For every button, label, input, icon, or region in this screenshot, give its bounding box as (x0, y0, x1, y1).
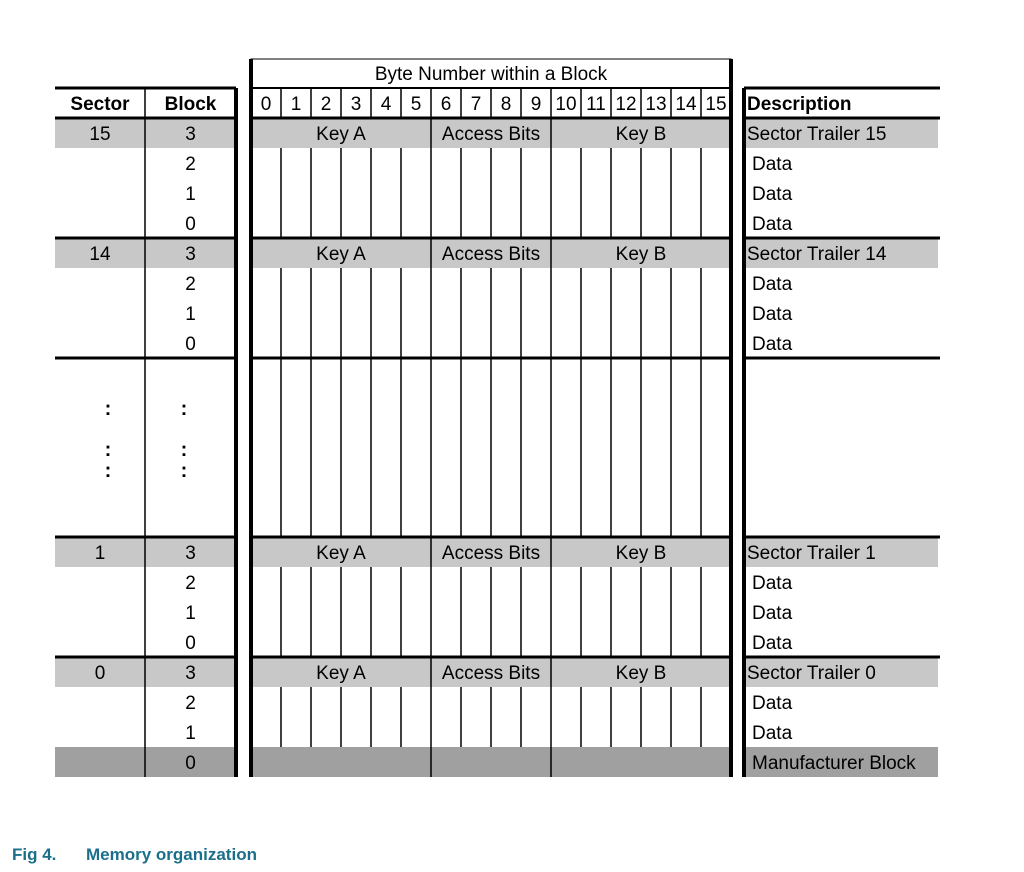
block-description: Manufacturer Block (752, 753, 916, 774)
sector-trailer-description: Sector Trailer 1 (747, 543, 876, 564)
byte-number-label: 0 (260, 94, 272, 115)
byte-number-label: 10 (555, 94, 577, 115)
sector-trailer-description: Sector Trailer 15 (747, 124, 887, 145)
block-column-header: Block (164, 94, 217, 115)
byte-number-label: 1 (290, 94, 302, 115)
sector-number: 14 (89, 244, 111, 265)
block-number: 0 (185, 214, 196, 235)
block-number: 1 (185, 184, 196, 205)
ellipsis-dots: : (180, 460, 188, 482)
block-number: 0 (185, 334, 196, 355)
sector-number: 0 (94, 663, 106, 684)
block-number: 2 (185, 573, 196, 594)
figure-title: Memory organization (86, 845, 257, 864)
ellipsis-dots: : (104, 398, 112, 420)
sector-trailer-description: Sector Trailer 14 (747, 244, 887, 265)
key-a-label: Key A (316, 543, 366, 564)
byte-number-label: 6 (440, 94, 452, 115)
byte-number-label: 3 (350, 94, 362, 115)
figure-caption (12, 845, 257, 865)
key-a-label: Key A (316, 124, 366, 145)
block-number: 2 (185, 154, 196, 175)
access-bits-label: Access Bits (441, 543, 541, 564)
block-description: Data (752, 154, 793, 175)
block-description: Data (752, 633, 793, 654)
sector-number: 1 (94, 543, 106, 564)
block-number: 3 (185, 124, 196, 145)
block-number: 0 (185, 753, 196, 774)
block-description: Data (752, 304, 793, 325)
block-description: Data (752, 573, 793, 594)
byte-number-label: 11 (586, 94, 606, 115)
access-bits-label: Access Bits (441, 244, 541, 265)
description-column-header: Description (747, 94, 852, 115)
byte-number-label: 13 (645, 94, 667, 115)
manufacturer-block-shade (251, 747, 731, 777)
byte-number-label: 12 (615, 94, 637, 115)
block-number: 3 (185, 543, 196, 564)
block-number: 3 (185, 244, 196, 265)
ellipsis-dots: : (104, 460, 112, 482)
block-description: Data (752, 334, 793, 355)
byte-number-label: 15 (705, 94, 727, 115)
ellipsis-dots: : (104, 439, 112, 461)
figure-number: Fig 4. (12, 845, 57, 864)
key-b-label: Key B (615, 663, 667, 684)
sector-column-header: Sector (70, 94, 130, 115)
block-number: 3 (185, 663, 196, 684)
block-number: 1 (185, 603, 196, 624)
key-b-label: Key B (615, 543, 667, 564)
block-description: Data (752, 214, 793, 235)
byte-number-title: Byte Number within a Block (374, 64, 608, 85)
byte-number-label: 5 (410, 94, 422, 115)
access-bits-label: Access Bits (441, 124, 541, 145)
block-description: Data (752, 693, 793, 714)
key-a-label: Key A (316, 663, 366, 684)
ellipsis-dots: : (180, 439, 188, 461)
byte-number-label: 4 (380, 94, 392, 115)
sector-trailer-description: Sector Trailer 0 (747, 663, 876, 684)
block-description: Data (752, 603, 793, 624)
block-number: 2 (185, 693, 196, 714)
block-number: 2 (185, 274, 196, 295)
block-description: Data (752, 274, 793, 295)
key-a-label: Key A (316, 244, 366, 265)
byte-number-label: 9 (530, 94, 542, 115)
block-description: Data (752, 184, 793, 205)
byte-number-label: 8 (500, 94, 512, 115)
block-description: Data (752, 723, 793, 744)
byte-number-label: 2 (320, 94, 332, 115)
access-bits-label: Access Bits (441, 663, 541, 684)
block-number: 0 (185, 633, 196, 654)
ellipsis-dots: : (180, 398, 188, 420)
block-number: 1 (185, 723, 196, 744)
byte-number-label: 7 (470, 94, 482, 115)
block-number: 1 (185, 304, 196, 325)
sector-number: 15 (89, 124, 111, 145)
key-b-label: Key B (615, 124, 667, 145)
byte-number-label: 14 (675, 94, 697, 115)
key-b-label: Key B (615, 244, 667, 265)
